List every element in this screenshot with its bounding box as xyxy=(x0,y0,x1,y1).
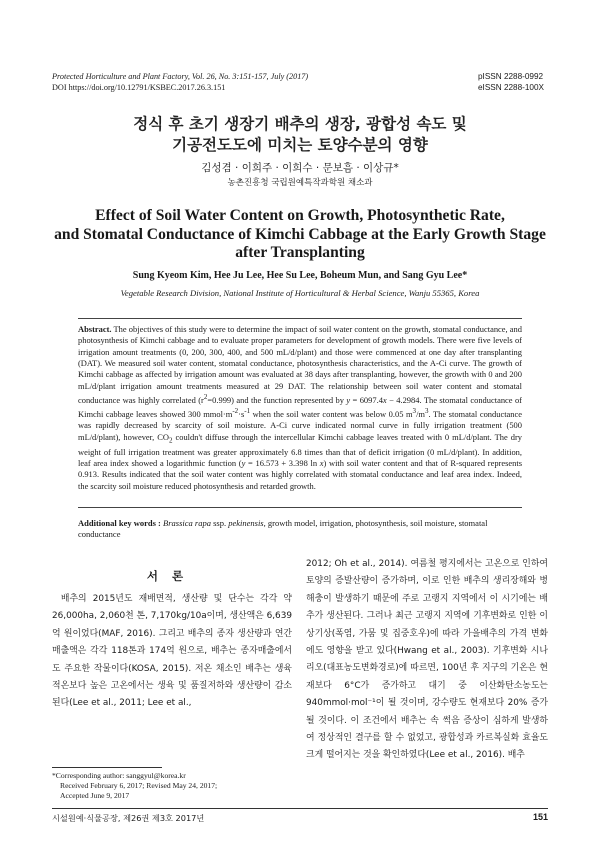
korean-affiliation: 농촌진흥청 국립원예특작과학원 채소과 xyxy=(227,178,373,188)
korean-authors: 김성겸 · 이희주 · 이희수 · 문보흠 · 이상규* xyxy=(201,162,399,174)
section-heading-intro: 서론 xyxy=(146,569,198,583)
abstract-text: = 16.573 + 3.398 ln xyxy=(245,458,320,469)
abstract-text: ·s xyxy=(238,409,245,420)
abstract-text: when the soil water content was below 0.05 m xyxy=(250,409,413,420)
abstract-text: couldn't diffuse through the intercellular Kimchi cabbage leaves treated with 0 mL/d/plant. The dry weight of full irrigation treatment was greater approximately 6.8 times than that of deficit irrigation (0 mL/d/plant). In addition, leaf area index showed a logarithmic function ( xyxy=(78,431,522,469)
keyword-subspecies: pekinensis xyxy=(228,518,264,528)
abstract-text: − 4.2984. The stomatal conductance of Kimchi cabbage leaves showed 300 mmol·m xyxy=(78,394,522,420)
received-dates: Received February 6, 2017; Revised May 24, 2017; xyxy=(60,781,218,791)
abstract xyxy=(78,318,522,508)
english-title xyxy=(40,207,560,263)
abstract-text: ) with soil water content and that of R-squared represents 0.913. Results indicated that the soil water content was highly correlated with stomatal conductance and leaf area index. Indeed, the scarcity soil moisture reduced photosynthesis and retarded growth. xyxy=(78,458,522,491)
footer-journal: 시설원예·식물공장, 제26권 제3호 2017년 xyxy=(52,813,205,823)
keyword-species: Brassica rapa xyxy=(163,518,211,528)
footer-divider xyxy=(52,808,548,809)
abstract-text: /m xyxy=(416,409,425,420)
footnote xyxy=(52,771,292,802)
intro-right-column: 2012; Oh et al., 2014). 여름철 평지에서는 고온으로 인하여 토양의 증발산량이 증가하며, 이로 인한 배추의 생리장해와 병해충이 발생하기 때문에 주로 고랭지 지역에서 이 시기에는 배추가 생산된다. 그러나 최근 고랭지 지역에 기후변화로 인한 이상기상(폭염, 가뭄 및 집중호우)에 따라 가을배추의 가격 변화에도 영향을 받고 있다(Hwang et al., 2003). 기후변화 시나리오(대표농도변화경로)에 따르면, 100년 후 지구의 기온은 현재보다 6°C가 증가하고 대기 중 이산화탄소농도는 940mmol·mol⁻¹이 될 것이며, 강수량도 현재보다 20% 증가될 것이다. 이 조건에서 배추는 속 썩음 증상이 심하게 발생하여 정상적인 결구를 할 수 없었고, 광합성과 카르복실화 효율도 크게 떨어지는 것을 확인하였다(Lee et al., 2016). 배추 xyxy=(306,559,548,761)
abstract-sup: 3 xyxy=(412,407,417,416)
abstract-text: . The stomatal conductance was rapidly decreased by scarcity of soil moisture. A-Ci curve indicated normal curve in fully irrigation treatment (500 mL/d/plant), however, CO xyxy=(78,409,522,442)
keyword-text: , growth model, irrigation, photosynthesis, soil moisture, stomatal conductance xyxy=(78,518,488,539)
keywords-label: Additional key words : xyxy=(78,518,161,528)
english-affiliation: Vegetable Research Division, National Institute of Horticultural & Herbal Science, Wanju 55365, Korea xyxy=(120,288,480,298)
page-number: 151 xyxy=(532,812,548,822)
english-title-line: after Transplanting xyxy=(235,244,365,261)
corresponding-author[interactable]: *Corresponding author: sanggyul@korea.kr xyxy=(52,771,186,780)
english-title-line: and Stomatal Conductance of Kimchi Cabbage at the Early Growth Stage xyxy=(54,225,546,243)
english-authors: Sung Kyeom Kim, Hee Ju Lee, Hee Su Lee, Boheum Mun, and Sang Gyu Lee* xyxy=(132,270,468,281)
abstract-var: y xyxy=(346,394,351,405)
abstract-text: = 6097.4 xyxy=(350,394,383,405)
abstract-sup: -2 xyxy=(232,407,239,416)
footnote-divider xyxy=(52,767,162,768)
korean-title-line: 정식 후 초기 생장기 배추의 생장, 광합성 속도 및 xyxy=(133,115,467,133)
abstract-var: y xyxy=(241,458,246,469)
pissn: pISSN 2288-0992 xyxy=(478,72,544,81)
abstract-label: Abstract. xyxy=(78,324,112,334)
issn-block xyxy=(478,72,544,93)
keyword-text: ssp. xyxy=(210,518,229,528)
journal-citation: Protected Horticulture and Plant Factory, Vol. 26, No. 3:151-157, July (2017) xyxy=(52,72,309,81)
abstract-text: =0.999) and the function represented by xyxy=(207,394,347,405)
eissn: eISSN 2288-100X xyxy=(478,82,544,92)
journal-header xyxy=(52,72,308,93)
accepted-date: Accepted June 9, 2017 xyxy=(60,791,130,801)
abstract-sup: -1 xyxy=(244,407,251,416)
korean-title-line: 기공전도도에 미치는 토양수분의 영향 xyxy=(172,136,428,154)
abstract-sup: 3 xyxy=(424,407,429,416)
abstract-sup: 2 xyxy=(203,393,208,402)
korean-title xyxy=(40,114,560,156)
keywords xyxy=(78,518,522,540)
abstract-sub: 2 xyxy=(168,436,173,445)
intro-left-column: 배추의 2015년도 재배면적, 생산량 및 단수는 각각 약 26,000ha, 2,060천 톤, 7,170kg/10a이며, 생산액은 6,639억 원이었다(MAF, 2016). 그리고 배추의 종자 생산량과 연간 매출액은 각각 118톤과 174억 원으로, 배추는 종자매출에서도 주요한 작물이다(KOSA, 2015). 저온 채소인 배추는 생육적온보다 높은 고온에서는 생육 및 품질저하와 생산량이 감소된다(Lee et al., 2011; Lee et al., xyxy=(52,594,292,709)
abstract-var: x xyxy=(319,458,324,469)
abstract-text: The objectives of this study were to determine the impact of soil water content on the growth, stomatal conductance, and photosynthesis of Kimchi cabbage and to evaluate proper parameters for development of growth models. There were five levels of irrigation amount treatments (0, 200, 300, 400, and 500 mL/d/plant) and those were commenced at one day after transplanting (DAT). We measured soil water content, stomatal conductance, photosynthesis characteristics, and the A-Ci curve. The growth of Kimchi cabbage as affected by irrigation amount was evaluated at 38 days after transplanting, however, the growth with 0 and 200 mL/d/plant irrigation amount treatments measured at 29 DAT. The relationship between soil water content and stomatal conductance was highly correlated (r xyxy=(78,324,522,405)
doi-line[interactable]: DOI https://doi.org/10.12791/KSBEC.2017.26.3.151 xyxy=(52,82,226,92)
abstract-var: x xyxy=(382,394,387,405)
english-title-line: Effect of Soil Water Content on Growth, Photosynthetic Rate, xyxy=(95,207,505,224)
